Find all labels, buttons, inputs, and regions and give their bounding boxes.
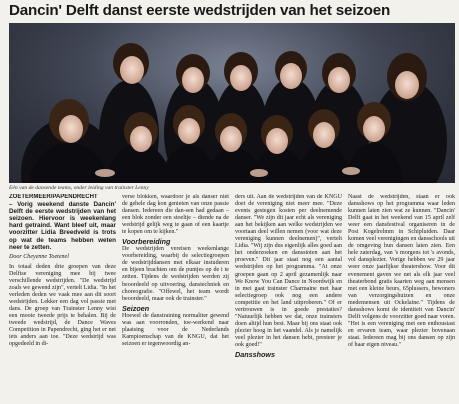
subheading-seizoen: Seizoen (122, 303, 150, 313)
byline: Door Cheyenne Toetenel (9, 253, 69, 260)
headline: Dancin' Delft danst eerste wedstrijden van het seizoen (9, 2, 391, 19)
dance-team-photo (9, 23, 455, 183)
subheading-dansshows: Dansshows (235, 350, 275, 360)
article-paragraph: ders uit. Aan de wedstrijden van de KNGU doet de vereniging niet meer mee. "Deze events gestegen kosten per deelnemende danser. "We zijn dit jaar echt als vereniging aan het bekijken aan welke wedstrijden we voortaan deel willen nemen (voor wat deze vereniging kunnen deelnemen)", vertelt Lidia. "Wij zijn dus eigenlijk alles goed aan het onderzoeken en dansstoten aan het proeven." Dit jaar staat nog een aantal wedstrijden op het programma. "At onze groepen gaan op 2 april gezamenlijk naar We Know You Can Dance in Noordwijk en in mei gaat trainster Charmaine met haar selectiegroep ook nog een andere competitie en het land uitproberen." Of er vertrouwen is in goede prestaties? "Natuurlijk hebben we dat, onze trainsters doen altijd hun best. Maar bij ons staat ook plezier hoog in het vaandel. Als je namelijk veel plezier in het dansen hebt, presteer je ook goed!" (235, 194, 342, 348)
dateline: ZOETERMEER/PAPENDRECHT (9, 194, 98, 200)
article-intro: – Vorig weekend danste Dancin' Delft de eerste wedstrijden van het seizoen. Hiervoor is weekenlang hard getraind. Want bleef uit, maar voorzitter Lidia Breedveld is trots op wat de teams hebben weten neer te zetten. (9, 201, 116, 251)
article-body (9, 194, 455, 400)
article-paragraph: Naast de wedstrijden, staan er ook dansshows op het programma waar leden kunnen laten zien wat ze kunnen. "Dancin' Delft gaat in het weekend van 15 april zelf weer een dansfestival organiseren in de Post Kogelrelmm in Schipluiden. Daar komen veel verenigingen en dansschools uit de omgeving hun dansen laten zien. Een hele zaterdag, van 's morgens tot 's avonds, vol dansplezier. Vorige hebben we 29 jaar weer onze jaarlijkse theatershow. Voor dit evenement gaven we net als elk jaar veel theaterbond gratis kaarten weg aan mensen met een kleine beurs, 65plussers, bewoners van verzorgingshuizen en onze medemensen uit Ockelaine." Tijdens de dansshows komt de identiteit van Dancin' Delft volgens de voorzitter goed naar voren. "Het is een vereniging met een enthousiast en ervaren team, waar plezier bovenaan staat. Iedereen mag bij ons dansen op zijn of haar eigen niveau." (348, 194, 455, 348)
article-paragraph: In totaal deden drie groepen van deze Delftse vereniging mee bij twee verschillende wedstrijden. "De wedstrijd zoals we gewend zijn", vertelt Lidia. "In het verleden deden we vaak mee aan dit soort wedstrijden. Lekker een dag vol passie met dans. De groep van Trainster Lenny wist een mooie tweede prijs te behalen. Bij de tweede wedstrijd, de Dance Waves Competition in Papendrecht, ging het er net iets anders aan toe. "Deze wedstrijd was opgedeeld in di- (9, 263, 116, 348)
article-paragraph: verse blokken, waardoor je als danser niet de gehele dag kon genieten van onze passie dansen. Iedereen die dan-sen had gedaan – een blok zonder een stoeltje – diende na de wedstrijd gelijk weg te gaan of een kaartje te kopen om te kijken." (122, 194, 229, 236)
article-paragraph: De wedstrijden vereisen weekenlange voorbereiding, waarbij de selectiegroepen de wedstrijddansen met elkaar instuderen en bijeen brachten om de puntjes op de i te zetten. Tijdens de wedstrijden werden zij beoordeeld op uitvoering, danstechniek en choreografie. "Offewel, het team wordt beoordeeld, maar ook de trainster." (122, 246, 229, 302)
article-column-3 (235, 194, 342, 400)
subheading-voorbereiding: Voorbereiding (122, 237, 171, 247)
article-column-1 (9, 194, 116, 400)
photo-caption: Eén van de dansende teams, onder leiding van trainster Lenny (9, 185, 149, 191)
article-column-2 (122, 194, 229, 400)
article-paragraph: Hoewel de danstraining normaliter gewend was aan voorronden, toe-werkend naar plaatsing voor de Nederlands Kampioenschap van de KNGU, dat het seizoen er tegenwoordig an- (122, 312, 229, 347)
article-column-4 (348, 194, 455, 400)
photo-illustration (9, 23, 455, 183)
